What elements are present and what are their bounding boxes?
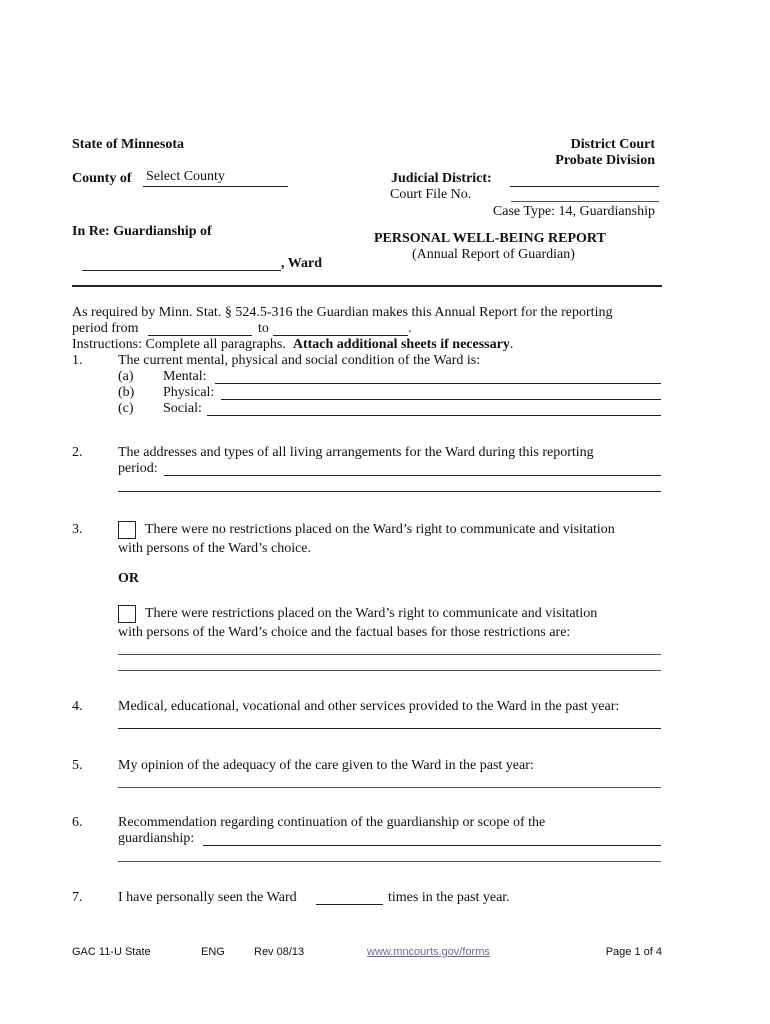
item-6-number: 6. (72, 815, 83, 830)
recommendation-field-2[interactable] (118, 861, 661, 862)
restrictions-field-1[interactable] (118, 654, 661, 655)
report-title: PERSONAL WELL-BEING REPORT (374, 231, 606, 246)
state-label: State of Minnesota (72, 137, 184, 152)
item-3-option1-line1: There were no restrictions placed on the Ward’s right to communicate and visitation (145, 522, 615, 537)
instructions: Instructions: Complete all paragraphs. Attach additional sheets if necessary. (72, 337, 514, 352)
county-underline (143, 186, 288, 187)
living-arrangements-field-1[interactable] (164, 475, 661, 476)
item-3-option2-line1: There were restrictions placed on the Ward’s right to communicate and visitation (145, 606, 598, 621)
item-1b-letter: (b) (118, 385, 135, 400)
times-seen-field[interactable] (316, 904, 383, 905)
item-7-text-b: times in the past year. (388, 890, 510, 905)
period-from-field[interactable] (148, 335, 252, 336)
item-4-number: 4. (72, 699, 83, 714)
in-re-label: In Re: Guardianship of (72, 224, 212, 239)
item-2-number: 2. (72, 445, 83, 460)
period-to-label: to (258, 321, 269, 336)
header-divider (72, 285, 662, 287)
or-label: OR (118, 571, 139, 586)
report-subtitle: (Annual Report of Guardian) (412, 247, 575, 262)
item-3-number: 3. (72, 522, 83, 537)
county-select[interactable]: Select County (146, 169, 225, 184)
item-1c-letter: (c) (118, 401, 134, 416)
item-3-option2-line2: with persons of the Ward’s choice and the factual bases for those restrictions are: (118, 625, 571, 640)
item-5-number: 5. (72, 758, 83, 773)
item-6-text-2: guardianship: (118, 831, 195, 846)
item-2-text: The addresses and types of all living arrangements for the Ward during this reporting (118, 445, 594, 460)
item-1a-label: Mental: (163, 369, 207, 384)
item-4-text: Medical, educational, vocational and other services provided to the Ward in the past year: (118, 699, 620, 714)
restrictions-field-2[interactable] (118, 670, 661, 671)
judicial-district-label: Judicial District: (391, 171, 492, 186)
no-restrictions-checkbox[interactable] (118, 521, 136, 539)
item-7-text-a: I have personally seen the Ward (118, 890, 297, 905)
item-1a-letter: (a) (118, 369, 134, 384)
period-from-label: period from (72, 321, 139, 336)
item-2-period-label: period: (118, 461, 158, 476)
footer-forms-link[interactable]: www.mncourts.gov/forms (367, 946, 490, 958)
physical-field[interactable] (221, 399, 661, 400)
social-field[interactable] (207, 415, 661, 416)
item-1b-label: Physical: (163, 385, 215, 400)
item-1-number: 1. (72, 353, 83, 368)
recommendation-field-1[interactable] (203, 845, 661, 846)
services-field[interactable] (118, 728, 661, 729)
county-label: County of (72, 171, 132, 186)
court-label: District Court (570, 137, 655, 152)
footer-language: ENG (201, 946, 225, 958)
mental-field[interactable] (215, 383, 661, 384)
period-end: . (408, 321, 412, 336)
care-opinion-field[interactable] (118, 787, 661, 788)
item-5-text: My opinion of the adequacy of the care given to the Ward in the past year: (118, 758, 534, 773)
ward-name-field[interactable] (82, 270, 281, 271)
period-to-field[interactable] (273, 335, 408, 336)
judicial-district-field[interactable] (510, 186, 659, 187)
case-type: Case Type: 14, Guardianship (492, 204, 655, 219)
footer-page-number: Page 1 of 4 (605, 946, 662, 958)
item-1c-label: Social: (163, 401, 202, 416)
living-arrangements-field-2[interactable] (118, 491, 661, 492)
item-7-number: 7. (72, 890, 83, 905)
footer-form-id: GAC 11-U State (72, 946, 151, 958)
footer-revision: Rev 08/13 (254, 946, 305, 958)
item-3-option1-line2: with persons of the Ward’s choice. (118, 541, 312, 556)
court-file-field[interactable] (511, 201, 659, 202)
intro-line1: As required by Minn. Stat. § 524.5-316 the Guardian makes this Annual Report for the reporting (72, 305, 613, 320)
item-1-text: The current mental, physical and social condition of the Ward is: (118, 353, 481, 368)
restrictions-checkbox[interactable] (118, 605, 136, 623)
item-6-text: Recommendation regarding continuation of the guardianship or scope of the (118, 815, 546, 830)
division-label: Probate Division (555, 153, 655, 168)
court-file-label: Court File No. (390, 187, 472, 202)
ward-suffix: , Ward (281, 256, 322, 271)
